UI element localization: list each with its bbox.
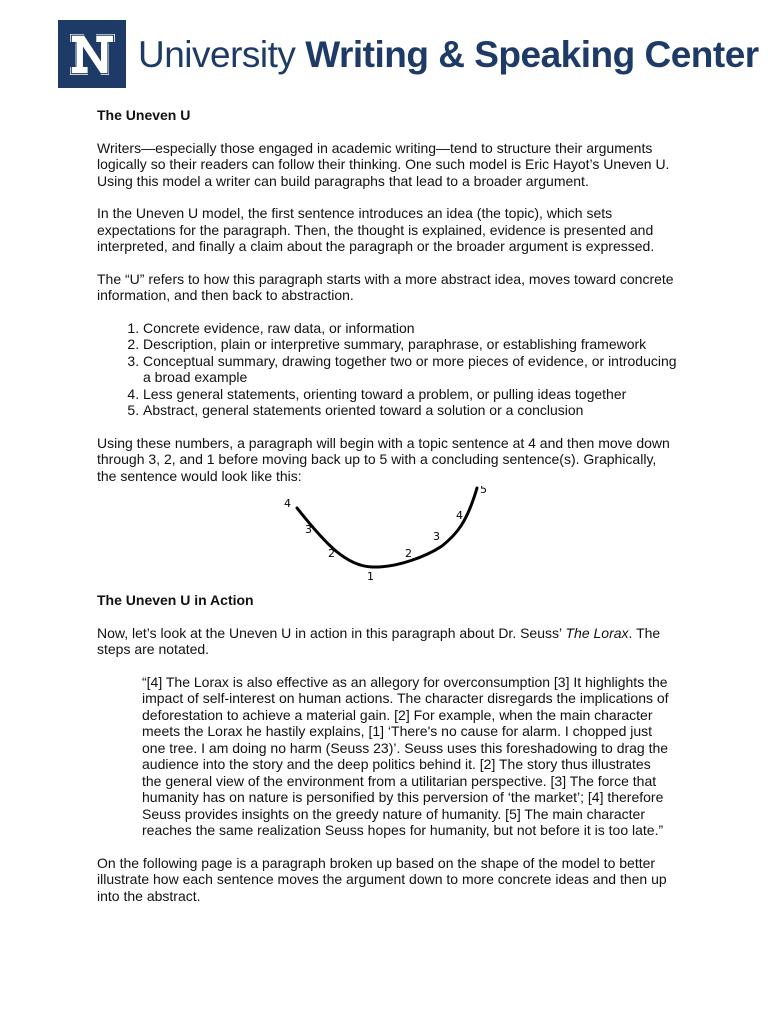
- numbers-paragraph: Using these numbers, a paragraph will begin with a topic sentence at 4 and then move down through 3, 2, and 1 before moving back up to 5 with a concluding sentence(s). Graphically, the sentence would look like this:: [97, 434, 670, 484]
- header: [58, 20, 759, 90]
- intro-paragraph-2: In the Uneven U model, the first sentence introduces an idea (the topic), which sets expectations for the paragraph. Then, the thought is explained, evidence is presented and interpreted, and finally a claim about the paragraph or the broader argument is expressed.: [97, 205, 655, 254]
- action-text-after: . The steps are notated.: [97, 624, 661, 657]
- uneven-u-curve: [297, 488, 477, 567]
- diagram-label-3-left: 3: [305, 523, 312, 536]
- intro-paragraph-3: The “U” refers to how this paragraph starts with a more abstract idea, moves toward concrete information, and then back to abstraction.: [97, 270, 674, 303]
- diagram-label-4-right: 4: [456, 509, 463, 522]
- book-title: The Lorax: [565, 624, 629, 641]
- intro-paragraph-1: Writers—especially those engaged in academic writing—tend to structure their arguments logically so their readers can follow their thinking. One such model is Eric Hayot’s Uneven U. Using this model a writer can build paragraphs that lead to a broader argument.: [97, 139, 670, 189]
- university-logo: [58, 20, 126, 88]
- section-title: The Uneven U in Action: [97, 592, 254, 608]
- action-paragraph: [97, 625, 677, 658]
- center-name-bold: Writing & Speaking Center: [305, 34, 759, 75]
- list-item: 3. Conceptual summary, drawing together two or more pieces of evidence, or introducing a broad example: [143, 353, 677, 386]
- center-name-light: University: [138, 34, 306, 75]
- list-item: 5. Abstract, general statements oriented toward a solution or a conclusion: [143, 402, 677, 419]
- uneven-u-diagram: [97, 486, 677, 582]
- diagram-label-5-right: 5: [480, 486, 487, 496]
- diagram-label-4-left: 4: [284, 497, 291, 510]
- list-item: 1. Concrete evidence, raw data, or information: [143, 320, 677, 337]
- center-name: [138, 34, 759, 76]
- page-title: The Uneven U: [97, 107, 191, 123]
- action-text-before: Now, let’s look at the Uneven U in action in this paragraph about Dr. Seuss’: [97, 624, 566, 641]
- abstraction-levels-list: [97, 320, 677, 419]
- closing-paragraph: On the following page is a paragraph broken up based on the shape of the model to better illustrate how each sentence moves the argument down to more concrete ideas and then up into the abstract.: [97, 854, 667, 904]
- example-quote: “[4] The Lorax is also effective as an allegory for overconsumption [3] It highlights the impact of self-interest on human actions. The character disregards the implications of deforestation to achieve a material gain. [2] For example, when the main character meets the Lorax he hastily explains, [1] ‘There's no cause for alarm. I chopped just one tree. I am doing no harm (Seuss 23)’. Seuss uses this foreshadowing to drag the audience into the story and the deep politics behind it. [2] The story thus illustrates the general view of the environment from a utilitarian perspective. [3] The force that humanity has on nature is personified by this perversion of ‘the market’; [4] therefore Seuss provides insights on the greedy nature of humanity. [5] The main character reaches the same realization Seuss hopes for humanity, but not before it is too late.”: [142, 673, 669, 838]
- diagram-label-2-left: 2: [328, 547, 335, 560]
- diagram-label-3-right: 3: [433, 530, 440, 543]
- uneven-u-svg: [97, 486, 677, 586]
- list-item: 4. Less general statements, orienting toward a problem, or pulling ideas together: [143, 386, 677, 403]
- n-logo-icon: [58, 20, 126, 88]
- diagram-label-2-right: 2: [405, 547, 412, 560]
- list-item: 2. Description, plain or interpretive summary, paraphrase, or establishing framework: [143, 336, 677, 353]
- diagram-label-1-bottom: 1: [367, 570, 374, 583]
- document-body: [97, 107, 677, 920]
